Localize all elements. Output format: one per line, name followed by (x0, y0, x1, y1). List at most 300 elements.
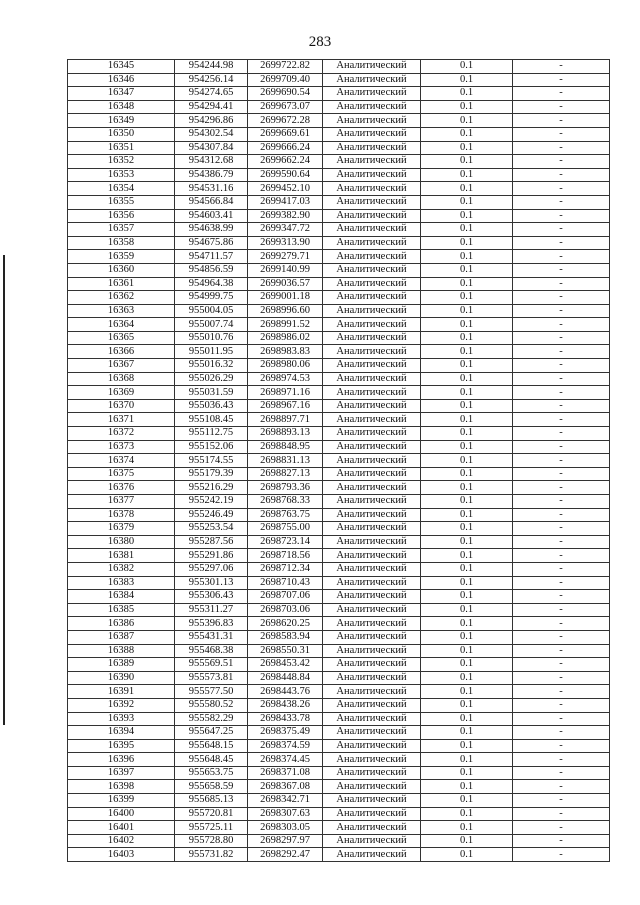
table-row (68, 794, 610, 808)
point-number-cell: 16396 (68, 753, 175, 767)
table-row (68, 223, 610, 237)
point-number-cell: 16378 (68, 508, 175, 522)
x-coordinate-cell: 954856.59 (175, 263, 248, 277)
table-row (68, 454, 610, 468)
method-cell: Аналитический (323, 141, 421, 155)
method-cell: Аналитический (323, 671, 421, 685)
accuracy-cell: 0.1 (421, 658, 513, 672)
table-row (68, 291, 610, 305)
point-number-cell: 16386 (68, 617, 175, 631)
y-coordinate-cell: 2698983.83 (248, 345, 323, 359)
note-cell: - (513, 848, 610, 862)
x-coordinate-cell: 955720.81 (175, 807, 248, 821)
point-number-cell: 16374 (68, 454, 175, 468)
method-cell: Аналитический (323, 304, 421, 318)
point-number-cell: 16389 (68, 658, 175, 672)
y-coordinate-cell: 2698755.00 (248, 522, 323, 536)
accuracy-cell: 0.1 (421, 685, 513, 699)
accuracy-cell: 0.1 (421, 141, 513, 155)
table-row (68, 753, 610, 767)
accuracy-cell: 0.1 (421, 440, 513, 454)
x-coordinate-cell: 955026.29 (175, 372, 248, 386)
y-coordinate-cell: 2699347.72 (248, 223, 323, 237)
method-cell: Аналитический (323, 291, 421, 305)
table-row (68, 562, 610, 576)
note-cell: - (513, 236, 610, 250)
note-cell: - (513, 318, 610, 332)
x-coordinate-cell: 955253.54 (175, 522, 248, 536)
note-cell: - (513, 209, 610, 223)
point-number-cell: 16353 (68, 168, 175, 182)
accuracy-cell: 0.1 (421, 766, 513, 780)
table-row (68, 658, 610, 672)
x-coordinate-cell: 955648.15 (175, 739, 248, 753)
table-row (68, 535, 610, 549)
table-row (68, 467, 610, 481)
method-cell: Аналитический (323, 753, 421, 767)
x-coordinate-cell: 954302.54 (175, 127, 248, 141)
x-coordinate-cell: 955016.32 (175, 359, 248, 373)
method-cell: Аналитический (323, 590, 421, 604)
table-row (68, 168, 610, 182)
note-cell: - (513, 739, 610, 753)
point-number-cell: 16391 (68, 685, 175, 699)
x-coordinate-cell: 954566.84 (175, 195, 248, 209)
note-cell: - (513, 250, 610, 264)
note-cell: - (513, 73, 610, 87)
y-coordinate-cell: 2698991.52 (248, 318, 323, 332)
x-coordinate-cell: 954312.68 (175, 155, 248, 169)
y-coordinate-cell: 2698707.06 (248, 590, 323, 604)
note-cell: - (513, 60, 610, 74)
x-coordinate-cell: 955301.13 (175, 576, 248, 590)
y-coordinate-cell: 2698974.53 (248, 372, 323, 386)
x-coordinate-cell: 955653.75 (175, 766, 248, 780)
x-coordinate-cell: 955287.56 (175, 535, 248, 549)
y-coordinate-cell: 2698374.45 (248, 753, 323, 767)
x-coordinate-cell: 955725.11 (175, 821, 248, 835)
point-number-cell: 16394 (68, 726, 175, 740)
y-coordinate-cell: 2698443.76 (248, 685, 323, 699)
point-number-cell: 16401 (68, 821, 175, 835)
table-row (68, 345, 610, 359)
table-row (68, 87, 610, 101)
y-coordinate-cell: 2698375.49 (248, 726, 323, 740)
accuracy-cell: 0.1 (421, 495, 513, 509)
point-number-cell: 16388 (68, 644, 175, 658)
y-coordinate-cell: 2699279.71 (248, 250, 323, 264)
method-cell: Аналитический (323, 549, 421, 563)
y-coordinate-cell: 2698374.59 (248, 739, 323, 753)
x-coordinate-cell: 954675.86 (175, 236, 248, 250)
accuracy-cell: 0.1 (421, 508, 513, 522)
point-number-cell: 16363 (68, 304, 175, 318)
table-row (68, 821, 610, 835)
note-cell: - (513, 182, 610, 196)
x-coordinate-cell: 955036.43 (175, 399, 248, 413)
x-coordinate-cell: 954274.65 (175, 87, 248, 101)
note-cell: - (513, 304, 610, 318)
table-row (68, 495, 610, 509)
note-cell: - (513, 386, 610, 400)
note-cell: - (513, 671, 610, 685)
accuracy-cell: 0.1 (421, 576, 513, 590)
point-number-cell: 16369 (68, 386, 175, 400)
x-coordinate-cell: 955468.38 (175, 644, 248, 658)
y-coordinate-cell: 2699140.99 (248, 263, 323, 277)
note-cell: - (513, 698, 610, 712)
point-number-cell: 16347 (68, 87, 175, 101)
method-cell: Аналитический (323, 698, 421, 712)
accuracy-cell: 0.1 (421, 304, 513, 318)
method-cell: Аналитический (323, 739, 421, 753)
method-cell: Аналитический (323, 87, 421, 101)
method-cell: Аналитический (323, 427, 421, 441)
point-number-cell: 16348 (68, 100, 175, 114)
note-cell: - (513, 141, 610, 155)
x-coordinate-cell: 954296.86 (175, 114, 248, 128)
table-row (68, 590, 610, 604)
method-cell: Аналитический (323, 345, 421, 359)
x-coordinate-cell: 954307.84 (175, 141, 248, 155)
note-cell: - (513, 440, 610, 454)
y-coordinate-cell: 2698712.34 (248, 562, 323, 576)
point-number-cell: 16352 (68, 155, 175, 169)
y-coordinate-cell: 2699722.82 (248, 60, 323, 74)
method-cell: Аналитический (323, 236, 421, 250)
point-number-cell: 16359 (68, 250, 175, 264)
point-number-cell: 16392 (68, 698, 175, 712)
method-cell: Аналитический (323, 535, 421, 549)
note-cell: - (513, 644, 610, 658)
note-cell: - (513, 263, 610, 277)
point-number-cell: 16354 (68, 182, 175, 196)
x-coordinate-cell: 955731.82 (175, 848, 248, 862)
point-number-cell: 16385 (68, 603, 175, 617)
note-cell: - (513, 821, 610, 835)
accuracy-cell: 0.1 (421, 399, 513, 413)
method-cell: Аналитический (323, 603, 421, 617)
point-number-cell: 16383 (68, 576, 175, 590)
accuracy-cell: 0.1 (421, 73, 513, 87)
accuracy-cell: 0.1 (421, 630, 513, 644)
method-cell: Аналитический (323, 331, 421, 345)
accuracy-cell: 0.1 (421, 60, 513, 74)
accuracy-cell: 0.1 (421, 617, 513, 631)
note-cell: - (513, 522, 610, 536)
x-coordinate-cell: 955108.45 (175, 413, 248, 427)
y-coordinate-cell: 2698303.05 (248, 821, 323, 835)
y-coordinate-cell: 2699673.07 (248, 100, 323, 114)
note-cell: - (513, 331, 610, 345)
note-cell: - (513, 549, 610, 563)
x-coordinate-cell: 955007.74 (175, 318, 248, 332)
margin-binding-bar (3, 255, 5, 725)
point-number-cell: 16360 (68, 263, 175, 277)
method-cell: Аналитический (323, 821, 421, 835)
method-cell: Аналитический (323, 726, 421, 740)
y-coordinate-cell: 2698448.84 (248, 671, 323, 685)
note-cell: - (513, 630, 610, 644)
y-coordinate-cell: 2698583.94 (248, 630, 323, 644)
note-cell: - (513, 766, 610, 780)
accuracy-cell: 0.1 (421, 753, 513, 767)
y-coordinate-cell: 2698971.16 (248, 386, 323, 400)
accuracy-cell: 0.1 (421, 345, 513, 359)
point-number-cell: 16384 (68, 590, 175, 604)
table-row (68, 807, 610, 821)
method-cell: Аналитический (323, 712, 421, 726)
x-coordinate-cell: 955179.39 (175, 467, 248, 481)
y-coordinate-cell: 2698897.71 (248, 413, 323, 427)
accuracy-cell: 0.1 (421, 209, 513, 223)
table-row (68, 141, 610, 155)
y-coordinate-cell: 2698893.13 (248, 427, 323, 441)
x-coordinate-cell: 955112.75 (175, 427, 248, 441)
method-cell: Аналитический (323, 495, 421, 509)
note-cell: - (513, 345, 610, 359)
note-cell: - (513, 712, 610, 726)
method-cell: Аналитический (323, 263, 421, 277)
point-number-cell: 16365 (68, 331, 175, 345)
accuracy-cell: 0.1 (421, 127, 513, 141)
table-row (68, 834, 610, 848)
table-row (68, 386, 610, 400)
x-coordinate-cell: 954386.79 (175, 168, 248, 182)
point-number-cell: 16400 (68, 807, 175, 821)
accuracy-cell: 0.1 (421, 182, 513, 196)
accuracy-cell: 0.1 (421, 794, 513, 808)
point-number-cell: 16397 (68, 766, 175, 780)
method-cell: Аналитический (323, 413, 421, 427)
point-number-cell: 16358 (68, 236, 175, 250)
y-coordinate-cell: 2698297.97 (248, 834, 323, 848)
table-row (68, 263, 610, 277)
method-cell: Аналитический (323, 630, 421, 644)
y-coordinate-cell: 2698342.71 (248, 794, 323, 808)
y-coordinate-cell: 2698292.47 (248, 848, 323, 862)
y-coordinate-cell: 2699313.90 (248, 236, 323, 250)
method-cell: Аналитический (323, 685, 421, 699)
accuracy-cell: 0.1 (421, 671, 513, 685)
table-row (68, 209, 610, 223)
table-row (68, 508, 610, 522)
x-coordinate-cell: 954256.14 (175, 73, 248, 87)
note-cell: - (513, 277, 610, 291)
x-coordinate-cell: 955291.86 (175, 549, 248, 563)
table-row (68, 114, 610, 128)
point-number-cell: 16357 (68, 223, 175, 237)
method-cell: Аналитический (323, 576, 421, 590)
table-row (68, 603, 610, 617)
point-number-cell: 16351 (68, 141, 175, 155)
point-number-cell: 16382 (68, 562, 175, 576)
note-cell: - (513, 807, 610, 821)
point-number-cell: 16403 (68, 848, 175, 862)
table-row (68, 780, 610, 794)
accuracy-cell: 0.1 (421, 726, 513, 740)
accuracy-cell: 0.1 (421, 549, 513, 563)
table-row (68, 685, 610, 699)
y-coordinate-cell: 2698980.06 (248, 359, 323, 373)
table-row (68, 155, 610, 169)
x-coordinate-cell: 954244.98 (175, 60, 248, 74)
y-coordinate-cell: 2698723.14 (248, 535, 323, 549)
accuracy-cell: 0.1 (421, 291, 513, 305)
note-cell: - (513, 794, 610, 808)
table-row (68, 766, 610, 780)
accuracy-cell: 0.1 (421, 834, 513, 848)
accuracy-cell: 0.1 (421, 195, 513, 209)
accuracy-cell: 0.1 (421, 87, 513, 101)
point-number-cell: 16376 (68, 481, 175, 495)
method-cell: Аналитический (323, 195, 421, 209)
y-coordinate-cell: 2699417.03 (248, 195, 323, 209)
table-row (68, 372, 610, 386)
note-cell: - (513, 658, 610, 672)
x-coordinate-cell: 955685.13 (175, 794, 248, 808)
method-cell: Аналитический (323, 182, 421, 196)
x-coordinate-cell: 955246.49 (175, 508, 248, 522)
x-coordinate-cell: 955648.45 (175, 753, 248, 767)
accuracy-cell: 0.1 (421, 535, 513, 549)
note-cell: - (513, 834, 610, 848)
method-cell: Аналитический (323, 73, 421, 87)
method-cell: Аналитический (323, 359, 421, 373)
table-row (68, 318, 610, 332)
point-number-cell: 16371 (68, 413, 175, 427)
x-coordinate-cell: 955010.76 (175, 331, 248, 345)
note-cell: - (513, 481, 610, 495)
point-number-cell: 16356 (68, 209, 175, 223)
accuracy-cell: 0.1 (421, 467, 513, 481)
x-coordinate-cell: 954711.57 (175, 250, 248, 264)
method-cell: Аналитический (323, 399, 421, 413)
table-row (68, 739, 610, 753)
accuracy-cell: 0.1 (421, 739, 513, 753)
accuracy-cell: 0.1 (421, 155, 513, 169)
method-cell: Аналитический (323, 807, 421, 821)
y-coordinate-cell: 2698831.13 (248, 454, 323, 468)
y-coordinate-cell: 2698827.13 (248, 467, 323, 481)
y-coordinate-cell: 2699452.10 (248, 182, 323, 196)
note-cell: - (513, 685, 610, 699)
y-coordinate-cell: 2699669.61 (248, 127, 323, 141)
y-coordinate-cell: 2698367.08 (248, 780, 323, 794)
table-row (68, 698, 610, 712)
method-cell: Аналитический (323, 114, 421, 128)
note-cell: - (513, 413, 610, 427)
x-coordinate-cell: 955573.81 (175, 671, 248, 685)
x-coordinate-cell: 955580.52 (175, 698, 248, 712)
table-row (68, 60, 610, 74)
method-cell: Аналитический (323, 562, 421, 576)
table-row (68, 250, 610, 264)
point-number-cell: 16387 (68, 630, 175, 644)
note-cell: - (513, 780, 610, 794)
accuracy-cell: 0.1 (421, 223, 513, 237)
method-cell: Аналитический (323, 834, 421, 848)
x-coordinate-cell: 955152.06 (175, 440, 248, 454)
point-number-cell: 16350 (68, 127, 175, 141)
note-cell: - (513, 223, 610, 237)
note-cell: - (513, 100, 610, 114)
accuracy-cell: 0.1 (421, 522, 513, 536)
table-row (68, 522, 610, 536)
method-cell: Аналитический (323, 658, 421, 672)
method-cell: Аналитический (323, 168, 421, 182)
table-row (68, 576, 610, 590)
method-cell: Аналитический (323, 223, 421, 237)
method-cell: Аналитический (323, 454, 421, 468)
note-cell: - (513, 372, 610, 386)
method-cell: Аналитический (323, 318, 421, 332)
table-row (68, 481, 610, 495)
x-coordinate-cell: 955647.25 (175, 726, 248, 740)
note-cell: - (513, 114, 610, 128)
table-row (68, 712, 610, 726)
table-row (68, 549, 610, 563)
point-number-cell: 16393 (68, 712, 175, 726)
accuracy-cell: 0.1 (421, 413, 513, 427)
table-row (68, 413, 610, 427)
accuracy-cell: 0.1 (421, 277, 513, 291)
y-coordinate-cell: 2698371.08 (248, 766, 323, 780)
method-cell: Аналитический (323, 372, 421, 386)
x-coordinate-cell: 955004.05 (175, 304, 248, 318)
method-cell: Аналитический (323, 386, 421, 400)
note-cell: - (513, 603, 610, 617)
x-coordinate-cell: 955577.50 (175, 685, 248, 699)
accuracy-cell: 0.1 (421, 481, 513, 495)
accuracy-cell: 0.1 (421, 454, 513, 468)
note-cell: - (513, 535, 610, 549)
accuracy-cell: 0.1 (421, 318, 513, 332)
y-coordinate-cell: 2698718.56 (248, 549, 323, 563)
point-number-cell: 16395 (68, 739, 175, 753)
accuracy-cell: 0.1 (421, 359, 513, 373)
note-cell: - (513, 495, 610, 509)
note-cell: - (513, 359, 610, 373)
note-cell: - (513, 617, 610, 631)
point-number-cell: 16398 (68, 780, 175, 794)
method-cell: Аналитический (323, 209, 421, 223)
method-cell: Аналитический (323, 250, 421, 264)
table-row (68, 331, 610, 345)
accuracy-cell: 0.1 (421, 114, 513, 128)
note-cell: - (513, 562, 610, 576)
y-coordinate-cell: 2699382.90 (248, 209, 323, 223)
table-row (68, 399, 610, 413)
point-number-cell: 16364 (68, 318, 175, 332)
table-row (68, 359, 610, 373)
note-cell: - (513, 427, 610, 441)
y-coordinate-cell: 2699709.40 (248, 73, 323, 87)
y-coordinate-cell: 2698438.26 (248, 698, 323, 712)
y-coordinate-cell: 2698307.63 (248, 807, 323, 821)
accuracy-cell: 0.1 (421, 562, 513, 576)
point-number-cell: 16349 (68, 114, 175, 128)
x-coordinate-cell: 954531.16 (175, 182, 248, 196)
x-coordinate-cell: 955311.27 (175, 603, 248, 617)
x-coordinate-cell: 955216.29 (175, 481, 248, 495)
method-cell: Аналитический (323, 617, 421, 631)
accuracy-cell: 0.1 (421, 780, 513, 794)
note-cell: - (513, 753, 610, 767)
note-cell: - (513, 168, 610, 182)
note-cell: - (513, 87, 610, 101)
x-coordinate-cell: 954964.38 (175, 277, 248, 291)
